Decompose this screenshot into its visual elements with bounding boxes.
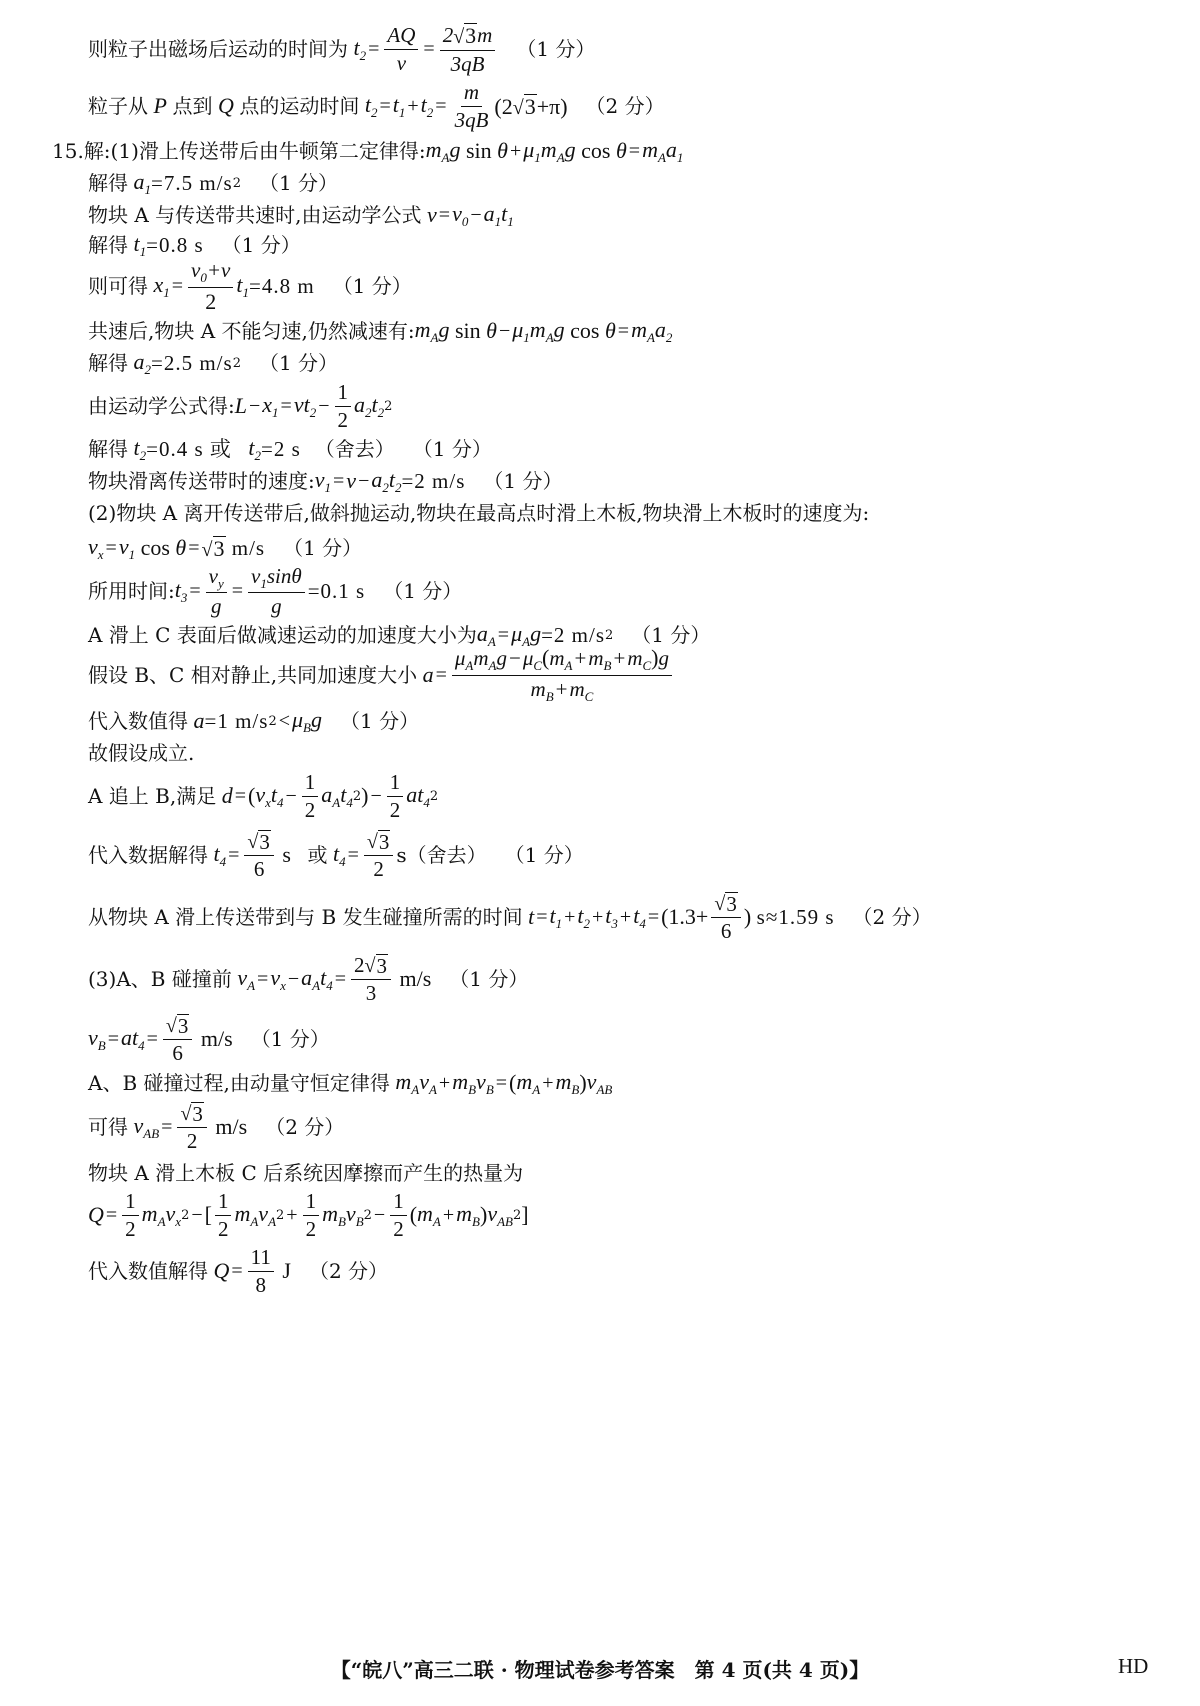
solution-line: Q = $\frac{1}{2}$ $m_Av_x$ 2 − [ $\frac{1}{2}$ $m_Av_A$ 2 + $\frac{1}{2}$ $m_Bv_B$ 2 − $\frac{1}{2}$ ( $m_A$ + $m_B$ ) $v_{AB}$ 2 ] <box>88 1189 529 1241</box>
question-number: 15. <box>52 139 84 163</box>
solution-line: 从物块 A 滑上传送带到与 B 发生碰撞所需的时间 t = $t_1$ + $t_2$ + $t_3$ + $t_4$ = (1.3+ √ 3 6 ) s≈1.59 s （2 分） <box>88 891 932 943</box>
solution-line: 代入数值解得 Q = $\frac{11}{8}$ J （2 分） <box>88 1245 389 1297</box>
solution-line: 可得 $v_{AB}$ = √ 3 2 m/s （2 分） <box>88 1101 345 1153</box>
solution-line: 故假设成立. <box>88 741 195 765</box>
solution-line: 物块滑离传送带时的速度: $v_1$ = v − $a_2t_2$ =2 m/s （1 分） <box>88 466 563 495</box>
footer-title: 【“皖八”高三二联 · 物理试卷参考答案 第 4 页(共 4 页)】 <box>330 1658 870 1682</box>
solution-line: 物块 A 滑上木板 C 后系统因摩擦而产生的热量为 <box>88 1161 524 1185</box>
solution-line: A、B 碰撞过程,由动量守恒定律得 $m_Av_A$ + $m_Bv_B$ = ( $m_A$ + $m_B$ ) $v_{AB}$ <box>88 1068 613 1097</box>
solution-line: 所用时间: $t_3$ = $\frac{v_y}{g}$ = $\frac{v_1\sin\theta}{g}$ =0.1 s （1 分） <box>88 563 463 619</box>
solution-line: 粒子从 P 点到 Q 点的运动时间 $t_2$ = $t_1$ + $t_2$ = $\frac{m}{3qB}$ (2 √ 3 +π) （2 分） <box>88 80 665 132</box>
solution-line: 假设 B、C 相对静止,共同加速度大小 a = $\frac{\mu_Am_Ag-\mu_C(m_A+m_B+m_C)g}{m_B+m_C}$ <box>88 650 1148 700</box>
solution-line: 由运动学公式得: L − $x_1$ = $vt_2$ − $\frac{1}{2}$ $a_2t_2$ 2 <box>88 380 393 432</box>
solution-line: 则粒子出磁场后运动的时间为 $t_2$ = $\frac{AQ}{v}$ = 2 √ 3 m 3qB （1 分） <box>88 23 596 76</box>
solution-line: 解得 $t_2$ =0.4 s 或 $t_2$ =2 s （舍去） （1 分） <box>88 434 492 463</box>
solution-line: 代入数据解得 $t_4$ = √ 3 6 s 或 $t_4$ = √ 3 2 s（舍去） （1 分） <box>88 829 584 881</box>
solution-line: 则可得 $x_1$ = $\frac{v_0+v}{2}$ $t_1$ =4.8 m （1 分） <box>88 258 412 314</box>
footer-code: HD <box>1118 1654 1149 1678</box>
solution-line: $v_B$ = $at_4$ = √ 3 6 m/s （1 分） <box>88 1013 330 1065</box>
solution-line: 解得 $t_1$ =0.8 s （1 分） <box>88 230 301 259</box>
question-15-heading: 15. 解:(1)滑上传送带后由牛顿第二定律得: $m_Ag$ sin θ + $\mu_1m_Ag$ cos θ = $m_Aa_1$ <box>52 136 684 165</box>
solution-line: A 追上 B,满足 d = ( $v_xt_4$ − $\frac{1}{2}$ $a_At_4$ 2 ) − $\frac{1}{2}$ $at_4$ 2 <box>88 770 439 822</box>
page-footer <box>0 1654 1200 1684</box>
solution-line: A 滑上 C 表面后做减速运动的加速度大小为 $a_A$ = $\mu_Ag$ =2 m/s 2 （1 分） <box>88 620 711 649</box>
solution-line: (3)A、B 碰撞前 $v_A$ = $v_x$ − $a_At_4$ = 2 √ 3 3 m/s （1 分） <box>88 953 529 1005</box>
solution-line: 代入数值得 a =1 m/s 2 < $\mu_Bg$ （1 分） <box>88 706 420 735</box>
solution-line: 共速后,物块 A 不能匀速,仍然减速有: $m_Ag$ sin θ − $\mu_1m_Ag$ cos θ = $m_Aa_2$ <box>88 316 673 345</box>
solution-line: 解得 $a_1$ =7.5 m/s 2 （1 分） <box>88 168 339 197</box>
solution-line: (2)物块 A 离开传送带后,做斜抛运动,物块在最高点时滑上木板,物块滑上木板时的速度为: <box>88 501 870 525</box>
solution-line: 解得 $a_2$ =2.5 m/s 2 （1 分） <box>88 348 339 377</box>
solution-line: 物块 A 与传送带共速时,由运动学公式 v = $v_0$ − $a_1t_1$ <box>88 200 514 229</box>
solution-line: $v_x$ = $v_1$ cos θ = √ 3 m/s （1 分） <box>88 533 363 562</box>
